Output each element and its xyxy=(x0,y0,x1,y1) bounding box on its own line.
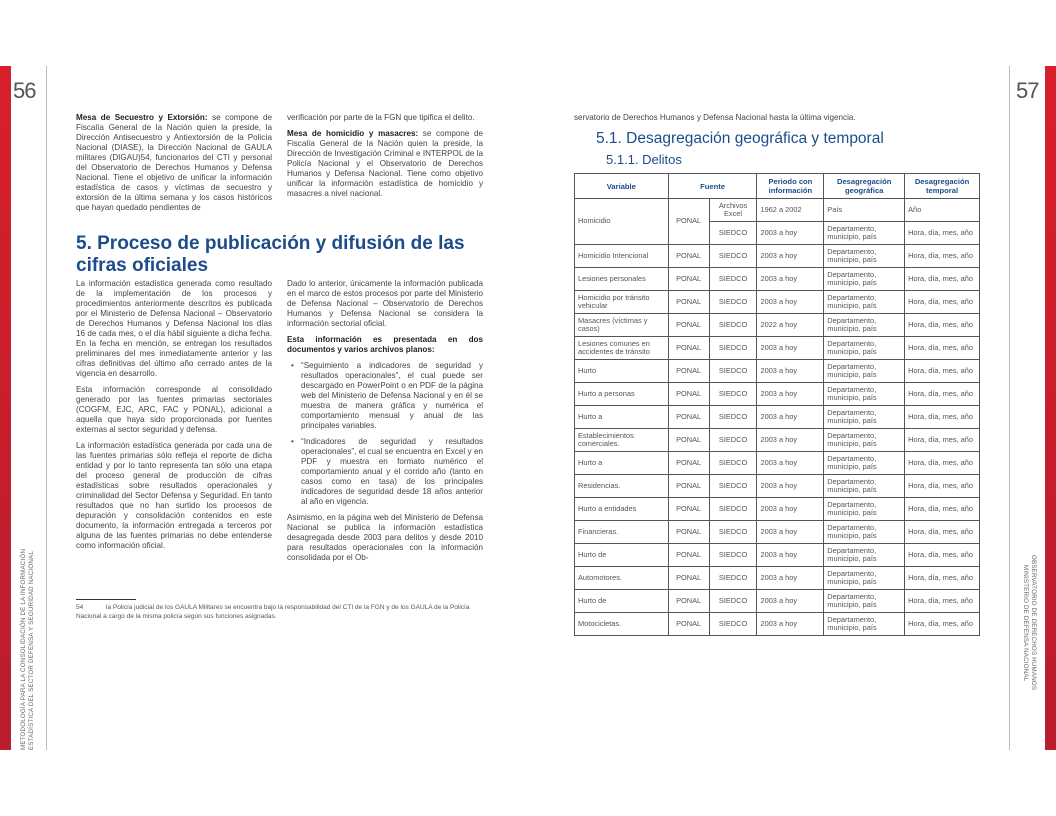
cell-temp: Hora, día, mes, año xyxy=(905,429,980,452)
table-row xyxy=(575,314,980,337)
cell-fuente: PONAL xyxy=(668,567,709,590)
cell-variable: Residencias. xyxy=(575,475,669,498)
column-header-geografica: Desagregación geográfica xyxy=(824,174,905,199)
table-header-row xyxy=(575,174,980,199)
cell-periodo: 2003 a hoy xyxy=(757,613,824,636)
mesa-secuestro-text: se compone de Fiscalía General de la Nación quien la preside, la Dirección Antisecuestro y Antiextorsión de la Policía Nacional (DIASE), la Dirección Nacional de GAULA militares (DIGAU)54, funcionarios del CTI y personal del Observatorio de Derechos Humanos y Defensa Nacional. Tiene el objetivo de unificar la información estadística de casos y víctimas de secuestro y extorsión de la última semana y los casos históricos que hayan quedado pendientes de xyxy=(76,113,273,212)
cell-sistema: SIEDCO xyxy=(709,567,757,590)
cell-fuente: PONAL xyxy=(668,268,709,291)
cell-temp: Año xyxy=(905,199,980,222)
cell-fuente: PONAL xyxy=(668,498,709,521)
cell-periodo: 2003 a hoy xyxy=(757,429,824,452)
column-header-fuente: Fuente xyxy=(668,174,757,199)
cell-temp: Hora, día, mes, año xyxy=(905,383,980,406)
cell-variable: Hurto de xyxy=(575,544,669,567)
cell-geo: Departamento, municipio, país xyxy=(824,337,905,360)
mesa-homicidio-text: se compone de Fiscalía General de la Nación quien la preside, la Dirección de Investigación Criminal e INTERPOL de la Policía Nacional y el Observatorio de Derechos Humanos y Defensa Nacional. Tiene como objetivo unificar la información estadística de homicidio y masacres a nivel nacional. xyxy=(287,129,483,198)
cell-sistema: SIEDCO xyxy=(709,291,757,314)
table-row xyxy=(575,521,980,544)
left-running-title-line1: METODOLOGÍA PARA LA CONSOLIDACIÓN DE LA INFORMACIÓN xyxy=(20,548,27,750)
cell-sistema: SIEDCO xyxy=(709,590,757,613)
continued-text: servatorio de Derechos Humanos y Defensa Nacional hasta la última vigencia. xyxy=(574,113,856,122)
cell-geo: Departamento, municipio, país xyxy=(824,222,905,245)
cell-fuente: PONAL xyxy=(668,314,709,337)
table-row xyxy=(575,383,980,406)
cell-sistema: SIEDCO xyxy=(709,245,757,268)
footnote-number: 54 xyxy=(76,604,84,611)
cell-geo: Departamento, municipio, país xyxy=(824,406,905,429)
cell-temp: Hora, día, mes, año xyxy=(905,544,980,567)
page-number-right: 57 xyxy=(1016,78,1039,103)
cell-sistema: SIEDCO xyxy=(709,360,757,383)
cell-temp: Hora, día, mes, año xyxy=(905,337,980,360)
cell-periodo: 2003 a hoy xyxy=(757,590,824,613)
left-col2-body xyxy=(287,279,483,569)
cell-variable: Hurto a entidades xyxy=(575,498,669,521)
cell-variable: Hurto xyxy=(575,360,669,383)
cell-geo: País xyxy=(824,199,905,222)
cell-temp: Hora, día, mes, año xyxy=(905,360,980,383)
table-row xyxy=(575,245,980,268)
cell-temp: Hora, día, mes, año xyxy=(905,498,980,521)
cell-geo: Departamento, municipio, país xyxy=(824,383,905,406)
page-number-left: 56 xyxy=(13,78,36,103)
left-running-title xyxy=(20,549,36,750)
section-heading-5-1-1: 5.1.1. Delitos xyxy=(606,152,682,167)
cell-geo: Departamento, municipio, país xyxy=(824,498,905,521)
cell-sistema: SIEDCO xyxy=(709,521,757,544)
cell-periodo: 2003 a hoy xyxy=(757,498,824,521)
right-running-title-line1: OBSERVATORIO DE DERECHOS HUMANOS xyxy=(1030,555,1037,691)
cell-geo: Departamento, municipio, país xyxy=(824,590,905,613)
cell-fuente: PONAL xyxy=(668,475,709,498)
cell-fuente: PONAL xyxy=(668,291,709,314)
cell-periodo: 2003 a hoy xyxy=(757,544,824,567)
cell-temp: Hora, día, mes, año xyxy=(905,291,980,314)
cell-geo: Departamento, municipio, país xyxy=(824,268,905,291)
cell-fuente: PONAL xyxy=(668,429,709,452)
cell-sistema: SIEDCO xyxy=(709,475,757,498)
cell-fuente: PONAL xyxy=(668,521,709,544)
right-red-margin-bar xyxy=(1045,66,1056,750)
cell-temp: Hora, día, mes, año xyxy=(905,245,980,268)
table-row xyxy=(575,613,980,636)
table-row xyxy=(575,567,980,590)
column-header-periodo: Periodo con información xyxy=(757,174,824,199)
table-row xyxy=(575,360,980,383)
cell-periodo: 2003 a hoy xyxy=(757,475,824,498)
table-row xyxy=(575,199,980,222)
cell-sistema: SIEDCO xyxy=(709,429,757,452)
cell-periodo: 2003 a hoy xyxy=(757,245,824,268)
cell-variable: Homicidio por tránsito vehicular xyxy=(575,291,669,314)
table-row xyxy=(575,498,980,521)
cell-temp: Hora, día, mes, año xyxy=(905,475,980,498)
table-row xyxy=(575,291,980,314)
body-paragraph: La información estadística generada por cada una de las fuentes primarias sólo refleja el reporte de dicha entidad y por lo tanto representa tan sólo una etapa del proceso general de producción de cifras estadísticas sobre resultados operacionales y criminalidad del Sector Defensa y Seguridad. En tanto resultados que no han surtido los procesos de depuración y consolidación contenidos en este documento, la información entregada a terceros por alguna de las fuentes primarias no debe entenderse como información oficial. xyxy=(76,441,272,550)
table-row xyxy=(575,268,980,291)
cell-periodo: 2003 a hoy xyxy=(757,291,824,314)
cell-sistema: SIEDCO xyxy=(709,498,757,521)
cell-sistema: SIEDCO xyxy=(709,613,757,636)
cell-fuente: PONAL xyxy=(668,406,709,429)
section-heading-5-1: 5.1. Desagregación geográfica y temporal xyxy=(596,130,884,147)
body-paragraph: Esta información corresponde al consolidado generado por las fuentes primarias sectoriales (COGFM, EJC, ARC, FAC y PONAL), adicional a aquella que haya sido proporcionada por fuentes externas al sector seguridad y defensa. xyxy=(76,385,272,434)
cell-geo: Departamento, municipio, país xyxy=(824,245,905,268)
cell-periodo: 1962 a 2002 xyxy=(757,199,824,222)
column-header-variable: Variable xyxy=(575,174,669,199)
cell-temp: Hora, día, mes, año xyxy=(905,567,980,590)
cell-sistema: SIEDCO xyxy=(709,314,757,337)
cell-temp: Hora, día, mes, año xyxy=(905,452,980,475)
cell-fuente: PONAL xyxy=(668,360,709,383)
right-running-title xyxy=(1021,555,1037,690)
cell-variable: Homicidio xyxy=(575,199,669,245)
left-col1-top xyxy=(76,113,272,219)
section-heading-5: 5. Proceso de publicación y difusión de las cifras oficiales xyxy=(76,233,465,276)
cell-fuente: PONAL xyxy=(668,199,709,245)
cell-temp: Hora, día, mes, año xyxy=(905,521,980,544)
cell-sistema: SIEDCO xyxy=(709,222,757,245)
cell-geo: Departamento, municipio, país xyxy=(824,613,905,636)
cell-fuente: PONAL xyxy=(668,590,709,613)
documents-list xyxy=(287,361,483,507)
footnote xyxy=(76,604,486,621)
cell-variable: Establecimientos comerciales. xyxy=(575,429,669,452)
cell-variable: Homicidio Intencional xyxy=(575,245,669,268)
table-row xyxy=(575,590,980,613)
cell-variable: Masacres (víctimas y casos) xyxy=(575,314,669,337)
table-row xyxy=(575,429,980,452)
table-row xyxy=(575,337,980,360)
cell-temp: Hora, día, mes, año xyxy=(905,590,980,613)
cell-geo: Departamento, municipio, país xyxy=(824,452,905,475)
cell-variable: Lesiones comunes en accidentes de tránsito xyxy=(575,337,669,360)
cell-fuente: PONAL xyxy=(668,452,709,475)
delitos-table xyxy=(574,173,980,636)
cell-sistema: SIEDCO xyxy=(709,268,757,291)
list-item: • “Indicadores de seguridad y resultados operacionales”, el cual se encuentra en Excel y en PDF y muestra en formato numérico el comportamiento anual y el corrido año (tanto en casos como en tasa) de los principales indicadores de seguridad desde 18 años anterior al año en vigencia. xyxy=(301,437,483,507)
cell-periodo: 2003 a hoy xyxy=(757,383,824,406)
left-red-margin-bar xyxy=(0,66,11,750)
cell-temp: Hora, día, mes, año xyxy=(905,406,980,429)
verificacion-text: verificación por parte de la FGN que tipifica el delito. xyxy=(287,113,475,122)
mesa-homicidio-label: Mesa de homicidio y masacres: xyxy=(287,129,419,138)
cell-variable: Motocicletas. xyxy=(575,613,669,636)
cell-periodo: 2003 a hoy xyxy=(757,222,824,245)
cell-geo: Departamento, municipio, país xyxy=(824,291,905,314)
mesa-secuestro-label: Mesa de Secuestro y Extorsión: xyxy=(76,113,208,122)
cell-sistema: SIEDCO xyxy=(709,337,757,360)
cell-periodo: 2003 a hoy xyxy=(757,521,824,544)
cell-variable: Hurto a personas xyxy=(575,383,669,406)
cell-periodo: 2022 a hoy xyxy=(757,314,824,337)
cell-variable: Financieras. xyxy=(575,521,669,544)
right-running-title-line2: MINISTERIO DE DEFENSA NACIONAL xyxy=(1022,565,1029,682)
cell-geo: Departamento, municipio, país xyxy=(824,475,905,498)
left-col2-top xyxy=(287,113,483,205)
list-item: • “Seguimiento a indicadores de seguridad y resultados operacionales”, el cual puede ser descargado en PowerPoint o en PDF de la página web del Ministerio de Defensa Nacional y en él se muestra de manera gráfica y numérica el comportamiento mensual y anual de las principales variables. xyxy=(301,361,483,431)
cell-temp: Hora, día, mes, año xyxy=(905,314,980,337)
cell-geo: Departamento, municipio, país xyxy=(824,360,905,383)
cell-geo: Departamento, municipio, país xyxy=(824,521,905,544)
cell-sistema: Archivos Excel xyxy=(709,199,757,222)
footnote-text: la Policía judicial de los GAULA Militares se encuentra bajo la responsabilidad del CTI de la FGN y de los GAULA de la Policía Nacional a cargo de la misma policía según sus funciones asignadas. xyxy=(76,604,470,620)
footnote-rule xyxy=(76,599,136,600)
cell-variable: Hurto a xyxy=(575,452,669,475)
table-row xyxy=(575,475,980,498)
cell-geo: Departamento, municipio, país xyxy=(824,567,905,590)
cell-periodo: 2003 a hoy xyxy=(757,268,824,291)
cell-fuente: PONAL xyxy=(668,613,709,636)
cell-sistema: SIEDCO xyxy=(709,383,757,406)
cell-geo: Departamento, municipio, país xyxy=(824,544,905,567)
table-row xyxy=(575,452,980,475)
body-paragraph: Dado lo anterior, únicamente la información publicada en el marco de estos procesos por parte del Ministerio de Defensa Nacional – Observatorio de Derechos Humanos y Defensa Nacional se considera la información sectorial oficial. xyxy=(287,279,483,328)
cell-geo: Departamento, municipio, país xyxy=(824,314,905,337)
cell-temp: Hora, día, mes, año xyxy=(905,613,980,636)
cell-sistema: SIEDCO xyxy=(709,452,757,475)
right-divider-line xyxy=(1009,66,1010,750)
cell-fuente: PONAL xyxy=(668,337,709,360)
cell-variable: Automotores. xyxy=(575,567,669,590)
body-paragraph: La información estadística generada como resultado de la implementación de los procesos y procedimientos anteriormente descritos es publicada por el Ministerio de Defensa Nacional – Observatorio de Derechos Humanos y Defensa Nacional los días 16 de cada mes, o el día hábil siguiente a dicha fecha. En la fecha en mención, se entregan los resultados preliminares del mes inmediatamente anterior y las cifras definitivas del último año cerrado antes de la vigencia en desarrollo. xyxy=(76,279,272,378)
cell-sistema: SIEDCO xyxy=(709,406,757,429)
cell-fuente: PONAL xyxy=(668,245,709,268)
cell-periodo: 2003 a hoy xyxy=(757,452,824,475)
cell-fuente: PONAL xyxy=(668,544,709,567)
table-row xyxy=(575,406,980,429)
cell-temp: Hora, día, mes, año xyxy=(905,222,980,245)
cell-variable: Hurto a xyxy=(575,406,669,429)
cell-periodo: 2003 a hoy xyxy=(757,406,824,429)
cell-fuente: PONAL xyxy=(668,383,709,406)
body-paragraph: Asimismo, en la página web del Ministerio de Defensa Nacional se publica la información estadística desagregada desde 2003 para delitos y desde 2010 para resultados operacionales con la información consolidada por el Ob- xyxy=(287,513,483,562)
cell-periodo: 2003 a hoy xyxy=(757,337,824,360)
cell-periodo: 2003 a hoy xyxy=(757,567,824,590)
cell-variable: Lesiones personales xyxy=(575,268,669,291)
left-running-title-line2: ESTADÍSTICA DEL SECTOR DEFENSA Y SEGURIDAD NACIONAL xyxy=(28,551,35,750)
cell-geo: Departamento, municipio, país xyxy=(824,429,905,452)
cell-sistema: SIEDCO xyxy=(709,544,757,567)
cell-periodo: 2003 a hoy xyxy=(757,360,824,383)
left-col1-body xyxy=(76,279,272,557)
left-divider-line xyxy=(46,66,47,750)
cell-temp: Hora, día, mes, año xyxy=(905,268,980,291)
column-header-temporal: Desagregación temporal xyxy=(905,174,980,199)
table-row xyxy=(575,544,980,567)
cell-variable: Hurto de xyxy=(575,590,669,613)
documents-intro: Esta información es presentada en dos documentos y varios archivos planos: xyxy=(287,335,483,354)
